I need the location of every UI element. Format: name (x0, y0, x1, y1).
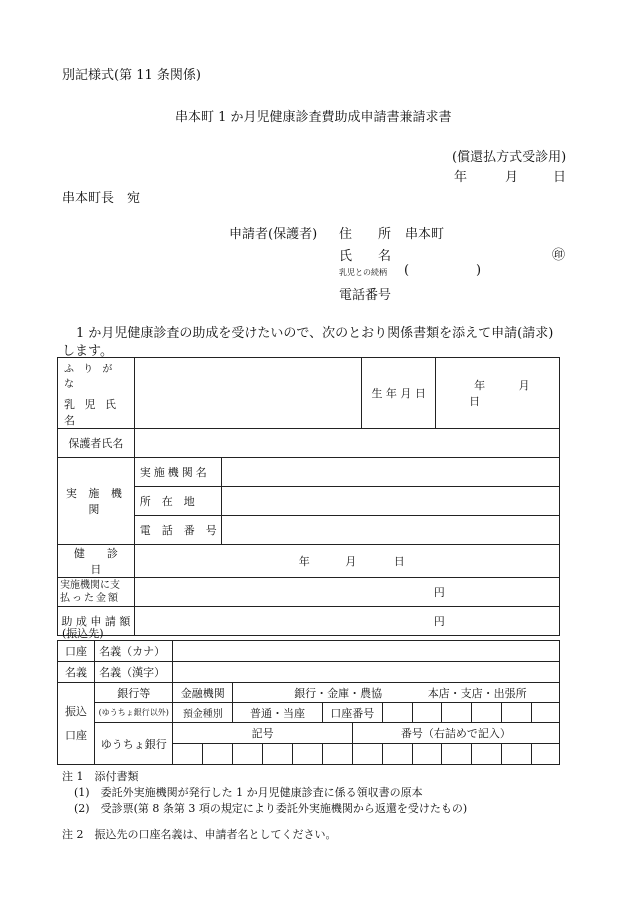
symbol-digit-1[interactable] (173, 744, 203, 765)
phone-label: 電話番号 (339, 288, 392, 303)
holder-label-1: 口座 (58, 641, 95, 662)
note-1-item-2: (2) 受診票(第 8 条第 3 項の規定により委託外実施機関から返還を受けたもの) (74, 802, 468, 815)
financial-institution-label: 金融機関 (173, 683, 233, 703)
furigana-label: ふ り が な (64, 364, 116, 390)
number-digit-7[interactable] (532, 744, 560, 765)
account-digit-6[interactable] (532, 703, 560, 723)
symbol-digit-6[interactable] (322, 744, 352, 765)
form-reference: 別記様式(第 11 条関係) (62, 68, 201, 83)
facility-name-field[interactable] (221, 458, 559, 487)
account-digit-3[interactable] (442, 703, 472, 723)
paid-amount-label-2: 払った金額 (60, 593, 120, 604)
yucho-label: ゆうちょ銀行 (95, 723, 173, 765)
number-digit-1[interactable] (352, 744, 382, 765)
bank-types-field[interactable] (233, 683, 560, 703)
transfer-label-1: 振込 (65, 704, 88, 718)
main-table (57, 357, 560, 636)
account-digit-2[interactable] (412, 703, 442, 723)
bank-table (57, 640, 560, 765)
relation-label: 乳児との続柄 (339, 268, 387, 277)
transfer-label-2: 口座 (65, 728, 88, 742)
facility-address-label: 所 在 地 (134, 487, 221, 516)
facility-name-label: 実施機関名 (134, 458, 221, 487)
relation-open: ( (404, 263, 410, 278)
account-digit-4[interactable] (472, 703, 502, 723)
checkup-month: 月 (345, 555, 357, 568)
number-label: 番号（右詰めで記入） (352, 723, 559, 744)
page-title: 串本町 1 か月児健康診査費助成申請書兼請求書 (175, 110, 452, 125)
paid-amount-label-cell (58, 578, 135, 607)
branch-types: 本店・支店・出張所 (427, 686, 527, 700)
transfer-account-cell (58, 683, 95, 765)
date-year: 年 (454, 170, 468, 185)
infant-name-field[interactable] (134, 358, 362, 429)
birth-date-field[interactable] (436, 358, 560, 429)
infant-name-label-cell (58, 358, 135, 429)
intro-line-2: します。 (62, 344, 113, 359)
name-kana-label: 名義（カナ） (95, 641, 173, 662)
name-kanji-field[interactable] (173, 662, 560, 683)
paid-amount-label-1: 実施機関に支 (60, 580, 120, 591)
checkup-date-label: 健 診 日 (58, 545, 135, 578)
bank-types: 銀行・金庫・農協 (294, 686, 383, 700)
account-number-label: 口座番号 (322, 703, 382, 723)
guardian-name-label: 保護者氏名 (58, 429, 135, 458)
address-value: 串本町 (405, 227, 445, 242)
name-label: 氏 名 (339, 249, 392, 264)
symbol-digit-3[interactable] (233, 744, 263, 765)
note-1-title: 注 1 添付書類 (62, 770, 139, 783)
number-digit-4[interactable] (442, 744, 472, 765)
checkup-date-field[interactable] (134, 545, 559, 578)
intro-line-1: 1 か月児健康診査の助成を受けたいので、次のとおり関係書類を添えて申請(請求) (76, 326, 554, 341)
guardian-name-field[interactable] (134, 429, 559, 458)
birth-date-label: 生 年 月 日 (362, 358, 436, 429)
paid-amount-field[interactable] (134, 578, 559, 607)
address-label: 住 所 (339, 227, 392, 242)
paid-amount-yen: 円 (433, 586, 445, 599)
symbol-digit-4[interactable] (263, 744, 293, 765)
number-digit-3[interactable] (412, 744, 442, 765)
name-kana-field[interactable] (173, 641, 560, 662)
note-1-item-1: (1) 委託外実施機関が発行した 1 か月児健康診査に係る領収書の原本 (74, 786, 423, 799)
note-2: 注 2 振込先の口座名義は、申請者名としてください。 (62, 828, 337, 841)
birth-day: 日 (469, 395, 481, 408)
subsidy-amount-label: 助 成 申 請 額 (58, 607, 135, 636)
symbol-digit-5[interactable] (292, 744, 322, 765)
addressee: 串本町長 宛 (62, 191, 141, 206)
deposit-type-values[interactable]: 普通・当座 (233, 703, 323, 723)
checkup-year: 年 (298, 555, 310, 568)
symbol-digit-2[interactable] (203, 744, 233, 765)
subsidy-amount-yen: 円 (433, 615, 445, 628)
checkup-day: 日 (393, 555, 405, 568)
relation-close: ) (476, 263, 482, 278)
facility-address-field[interactable] (221, 487, 559, 516)
facility-phone-label: 電 話 番 号 (134, 516, 221, 545)
holder-label-2: 名義 (58, 662, 95, 683)
usage-note: (償還払方式受診用) (452, 150, 567, 165)
bank-section-label: (振込先) (62, 627, 104, 640)
non-yucho-label: (ゆうちょ銀行以外) (95, 703, 173, 723)
facility-phone-field[interactable] (221, 516, 559, 545)
number-digit-5[interactable] (472, 744, 502, 765)
number-digit-2[interactable] (382, 744, 412, 765)
subsidy-amount-field[interactable] (134, 607, 559, 636)
account-digit-5[interactable] (502, 703, 532, 723)
number-digit-6[interactable] (502, 744, 532, 765)
name-kanji-label: 名義（漢字） (95, 662, 173, 683)
facility-label: 実 施 機 関 (58, 458, 135, 545)
infant-name-label: 乳 児 氏 名 (64, 398, 119, 427)
seal-icon: ㊞ (552, 248, 566, 263)
bank-etc-label: 銀行等 (95, 683, 173, 703)
birth-year: 年 (474, 379, 486, 392)
applicant-role: 申請者(保護者) (229, 227, 318, 242)
birth-month: 月 (518, 379, 530, 392)
symbol-label: 記号 (173, 723, 352, 744)
deposit-type-label: 預金種別 (173, 703, 233, 723)
date-day: 日 (553, 170, 567, 185)
account-digit-1[interactable] (382, 703, 412, 723)
date-month: 月 (505, 170, 519, 185)
